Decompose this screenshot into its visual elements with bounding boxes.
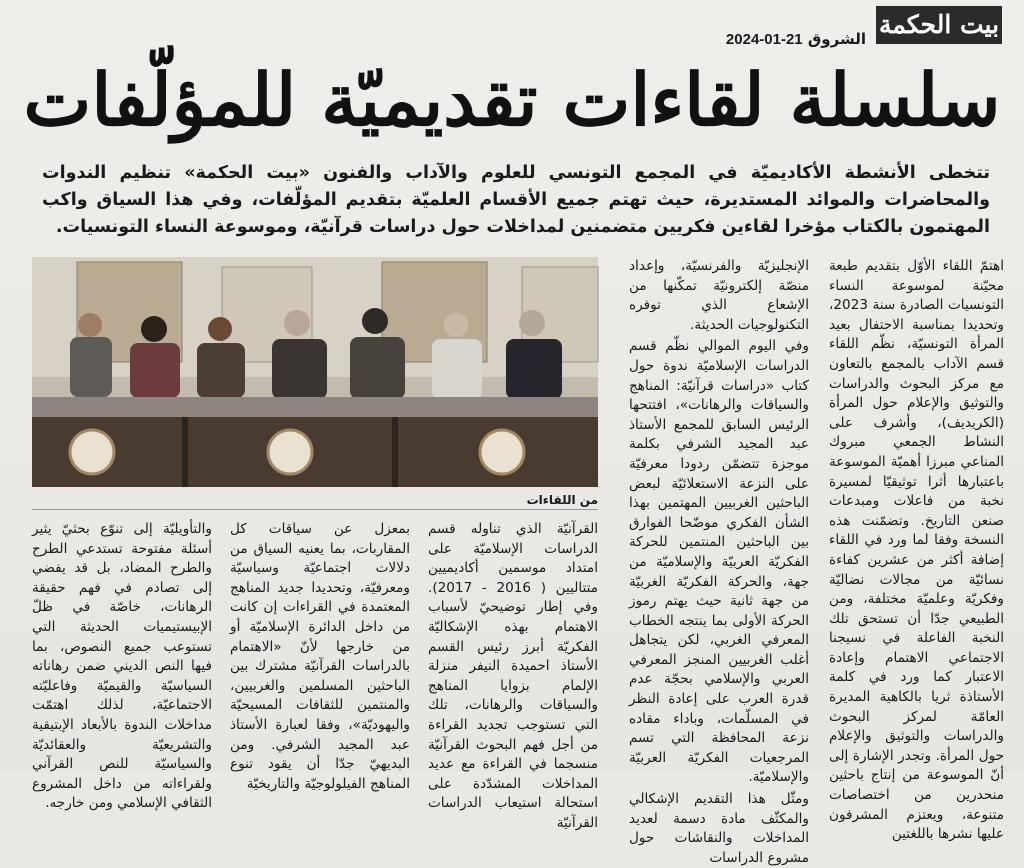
section-label: بيت الحكمة: [876, 6, 1002, 44]
publication-date: 2024-01-21: [725, 31, 803, 48]
article-column-right-2: [629, 257, 809, 866]
article-column-bottom-1: [32, 520, 212, 812]
column-paragraph: اهتمّ اللقاء الأوّل بتقديم طبعة محيّنة لموسوعة النساء التونسيات الصادرة سنة 2023، وتحديدا بمناسبة الاحتفال بعيد المرأة التونسيّة، نظّم اللقاء قسم الآداب بالمجمع بالتعاون مع مركز البحوث والدراسات والتوثيق والإعلام حول المرأة (الكريديف)، وأشرف على النشاط الجمعي مبروك المناعي مبرزا أهميّة الموسوعة باعتبارها أثرا توثيقيّا لمسيرة نخبة من فاعلات ومبدعات صنعن التاريخ. وتضمّنت هذه النسخة وفقا لما ورد في اللقاء إضافة أكثر من عشرين كفاءة نسائيّة من مجالات نضاليّة وفكريّة وعلميّة مختلفة، ومن الطبيعي جدّا أن تستحق تلك النخبة الفاعلة في نسيجنا الاجتماعي الاهتمام وإعادة الاعتبار كما ورد في كلمة الأستاذة ثريا بالكاهية المديرة العامّة لمركز البحوث والدراسات والتوثيق والإعلام حول المرأة. وتجدر الإشارة إلى أنّ الموسوعة من إنتاج باحثين منحدرين من اختصاصات متنوعة، ويعتزم المشرفون عليها نشرها باللغتين: [829, 258, 1004, 843]
headline: سلسلة لقاءات تقديميّة للمؤلّفات: [23, 57, 1001, 142]
article-column-right: [829, 257, 1004, 843]
article-column-bottom-3: [428, 520, 598, 831]
column-paragraph: وفي اليوم الموالي نظّم قسم الدراسات الإسلاميّة ندوة حول كتاب «دراسات قرآنيّة: المناهج والسياقات والرهانات»، افتتحها الرئيس السابق للمجمع الأستاذ عبد المجيد الشرفي بكلمة موجزة تتضمّن ردودا معرفيّة على النزعة الاستعلائيّة لبعض الباحثين الغربيين المهتمين بهذا الشأن الفكري موضّحا الفوارق بين الباحثين المنتمين للحركة الفكريّة العربيّة والإسلاميّة من جهة، والحركة الفكريّة الغربيّة من جهة ثانية حيث يهتم رموز الحركة الأولى بما ينتجه الخطاب المعرفي الغربي، لكن يتجاهل أغلب الغربيين المنجز المعرفي العربي والإسلامي بحجّة عدم قدرة العرب على إعادة النظر في المسلّمات، وباداء مقاده نزعة المحافظة التي تسم المرجعيات الفكريّة العربيّة والإسلاميّة.: [629, 338, 809, 786]
event-photo: [32, 257, 598, 487]
column-paragraph: الإنجليزيّة والفرنسيّة، وإعداد منصّة إلكترونيّة تمكّنها من الإشعاع الذي توفره التكنولوجيات الحديثة.: [629, 258, 809, 333]
column-paragraph: القرآنيّة الذي تناوله قسم الدراسات الإسلاميّة على امتداد موسمين أكاديميين متتاليين ( 2016 - 2017). وفي إطار توضيحيّ لأسباب الاهتمام بهذه الإشكاليّة الفكريّة أبرز رئيس القسم الأستاذ احميدة النيفر منزلة الإلمام بزوايا المناهج والسياقات والرهانات، تلك التي تستوجب تجديد القراءة من أجل فهم البحوث القرآنيّة منسجما في القراءة مع عديد المداخلات المشدّدة على استحالة استيعاب الدراسات القرآنيّة: [428, 521, 598, 831]
photo-caption: من اللقاءات: [32, 491, 598, 510]
column-paragraph: بمعزل عن سياقات كل المقاربات، بما يعنيه السياق من دلالات اجتماعيّة وسياسيّة ومعرفيّة، وتحديدا جديد المناهج المعتمدة في القراءات إن كانت من داخل الدائرة الإسلاميّة أو من خارجها لأنّ «الاهتمام بالدراسات القرآنيّة مشترك بين الباحثين المسلمين والغربيين، والمنتمين للثقافات المسيحيّة واليهوديّة»، وفقا لعبارة الأستاذ عبد المجيد الشرفي. ومن البديهيّ جدّا أن يقود تنوع المناهج الفيلولوجيّة والتاريخيّة: [230, 521, 410, 792]
lede-paragraph: تتخطى الأنشطة الأكاديميّة في المجمع التونسي للعلوم والآداب والفنون «بيت الحكمة» تنظيم الندوات والمحاضرات والموائد المستديرة، حيث تهتم جميع الأقسام العلميّة بتقديم المؤلّفات، وفي هذا السياق واكب المهتمون بالكتاب مؤخرا لقاءين فكريين متضمنين لمداخلات حول دراسات قرآنيّة، وموسوعة النساء التونسيات.: [42, 163, 990, 237]
panel-photo-illustration: [32, 257, 598, 487]
source-date-line: [726, 30, 866, 48]
source-name: الشروق: [807, 30, 866, 48]
column-paragraph: والتأويليّة إلى تنوّع بحثيّ يثير أسئلة مفتوحة تستدعي الطرح والطرح المضاد، بل قد يفضي إلى تصادم في فهم حقيقة الرهانات، خاصّة في ظلّ الإبيستيميات الحديثة التي تستوعب جميع النصوص، بما فيها النص الديني ضمن رهاناته السياسيّة والقيميّة وفاعليّته الاجتماعيّة، لذلك اهتمّت مداخلات الندوة بالأبعاد الإبتيقية والتشريعيّة والعقائديّة والسياسيّة للنص القرآني ولقراءاته من داخل المشروع الثقافي الإسلامي ومن خارجه.: [32, 521, 212, 812]
column-paragraph: ومثّل هذا التقديم الإشكالي والمكثّف مادة دسمة لعديد المداخلات والنقاشات حول مشروع الدراسات: [629, 791, 809, 866]
article-column-bottom-2: [230, 520, 410, 792]
